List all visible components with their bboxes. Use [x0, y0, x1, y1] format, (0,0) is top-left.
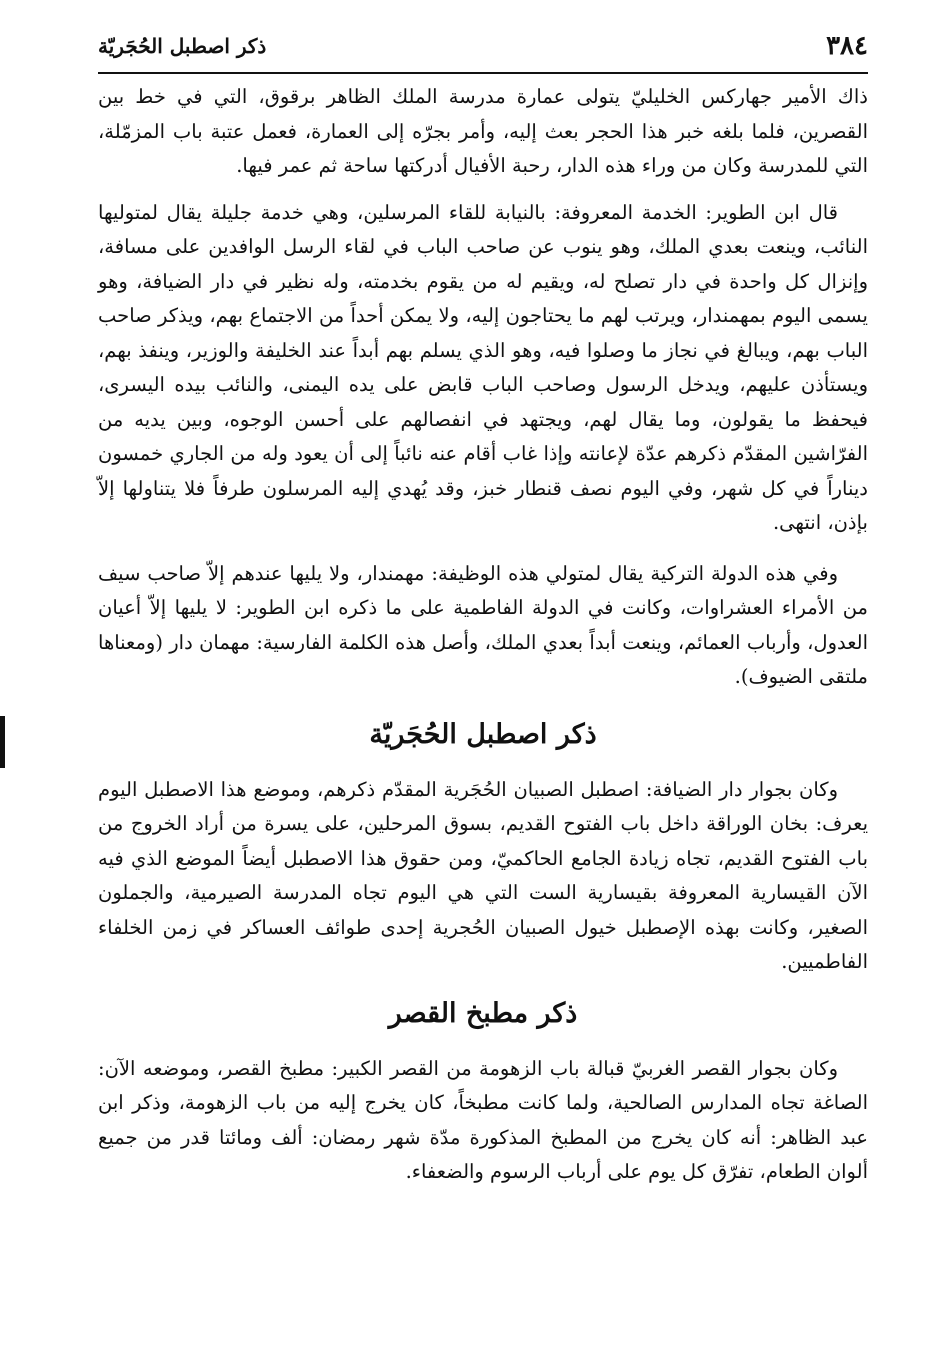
paragraph-mihmandar: وفي هذه الدولة التركية يقال لمتولي هذه الوظيفة: مهمندار، ولا يليها عندهم إلاّ صاحب سيف من الأمراء العشراوات، وكانت في الدولة الفاطمية على ما ذكره ابن الطوير: لا يليها إلاّ أعيان العدول، وأرباب العمائم، وينعت أبداً بعدي الملك، وأصل هذه الكلمة الفارسية: مهمان دار (ومعناها ملتقى الضيوف). — [98, 561, 868, 688]
paragraph-continuation: ذاك الأمير جهاركس الخليليّ يتولى عمارة مدرسة الملك الظاهر برقوق، التي في خط بين القصرين، فلما بلغه خبر هذا الحجر بعث إليه، وأمر بجرّه إلى العمارة، فعمل عتبة باب المزمّلة، التي للمدرسة وكان من وراء هذه الدار، رحبة الأفيال أدركتها ساحة ثم عمر فيها. — [98, 85, 868, 177]
running-head: ذكر اصطبل الحُجَريّة — [98, 34, 267, 58]
page-header — [98, 26, 868, 66]
section-title-palace-kitchen: ذكر مطبخ القصر — [388, 997, 578, 1029]
page-number: ٣٨٤ — [826, 31, 868, 61]
page-body — [98, 80, 868, 1190]
paragraph-palace-kitchen: وكان بجوار القصر الغربيّ قبالة باب الزهومة من القصر الكبير: مطبخ القصر، وموضعه الآن: الصاغة تجاه المدارس الصالحية، ولما كانت مطبخاً، كان يخرج إليه من باب الزهومة، وذكر ابن عبد الظاهر: أنه كان يخرج من المطبخ المذكورة مدّة شهر رمضان: ألف ومائتا قدر من جميع ألوان الطعام، تفرّق كل يوم على أرباب الرسوم والضعفاء. — [98, 1056, 868, 1183]
paragraph-hujariyya-stable: وكان بجوار دار الضيافة: اصطبل الصبيان الحُجَرية المقدّم ذكرهم، وموضع هذا الاصطبل اليوم يعرف: بخان الوراقة داخل باب الفتوح القديم، بسوق المرحلين، على يسرة من أراد الخروج من باب الفتوح القديم، تجاه زيادة الجامع الحاكميّ، ومن حقوق هذا الاصطبل أيضاً الموضع الذي فيه الآن القيسارية المعروفة بقيسارية الست التي هي اليوم تجاه المدرسة الصيرمية، والجملون الصغير، وكانت بهذه الإصطبل خيول الصبيان الحُجرية إحدى طوائف العساكر في زمن الخلفاء الفاطميين. — [98, 777, 868, 973]
paragraph-ibn-al-tuwayr: قال ابن الطوير: الخدمة المعروفة: بالنيابة للقاء المرسلين، وهي خدمة جليلة يقال لمتوليها النائب، وينعت بعدي الملك، وهو ينوب عن صاحب الباب في لقاء الرسل الوافدين على مسافة، وإنزال كل واحدة في دار تصلح له، ويقيم له من يقوم بخدمته، وله نظير في دار الضيافة، وهو يسمى اليوم بمهمندار، ويرتب لهم ما يحتاجون إليه، ولا يمكن أحداً من الاجتماع بهم، ويذكر صاحب الباب بهم، ويبالغ في نجاز ما وصلوا فيه، وهو الذي يسلم بهم أبداً عند الخليفة والوزير، وينفذ بهم، ويستأذن عليهم، ويدخل الرسول وصاحب الباب قابض على يده اليمنى، والنائب بيده اليسرى، فيحفظ ما يقولون، وما يقال لهم، ويجتهد في انفصالهم على أحسن الوجوه، وبين يديه من الفرّاشين المقدّم ذكرهم عدّة لإعانته وإذا غاب أقام عنه نائباً إلى أن يعود وله من الجاري خمسون ديناراً في كل شهر، وفي اليوم نصف قنطار خبز، وقد يُهدي إليه المرسلون طرفاً فلا يتناولها إلاّ بإذن، انتهى. — [98, 200, 868, 534]
scan-edge-mark — [0, 716, 5, 768]
section-title-hujariyya-stable: ذكر اصطبل الحُجَريّة — [369, 718, 597, 750]
header-rule — [98, 72, 868, 74]
